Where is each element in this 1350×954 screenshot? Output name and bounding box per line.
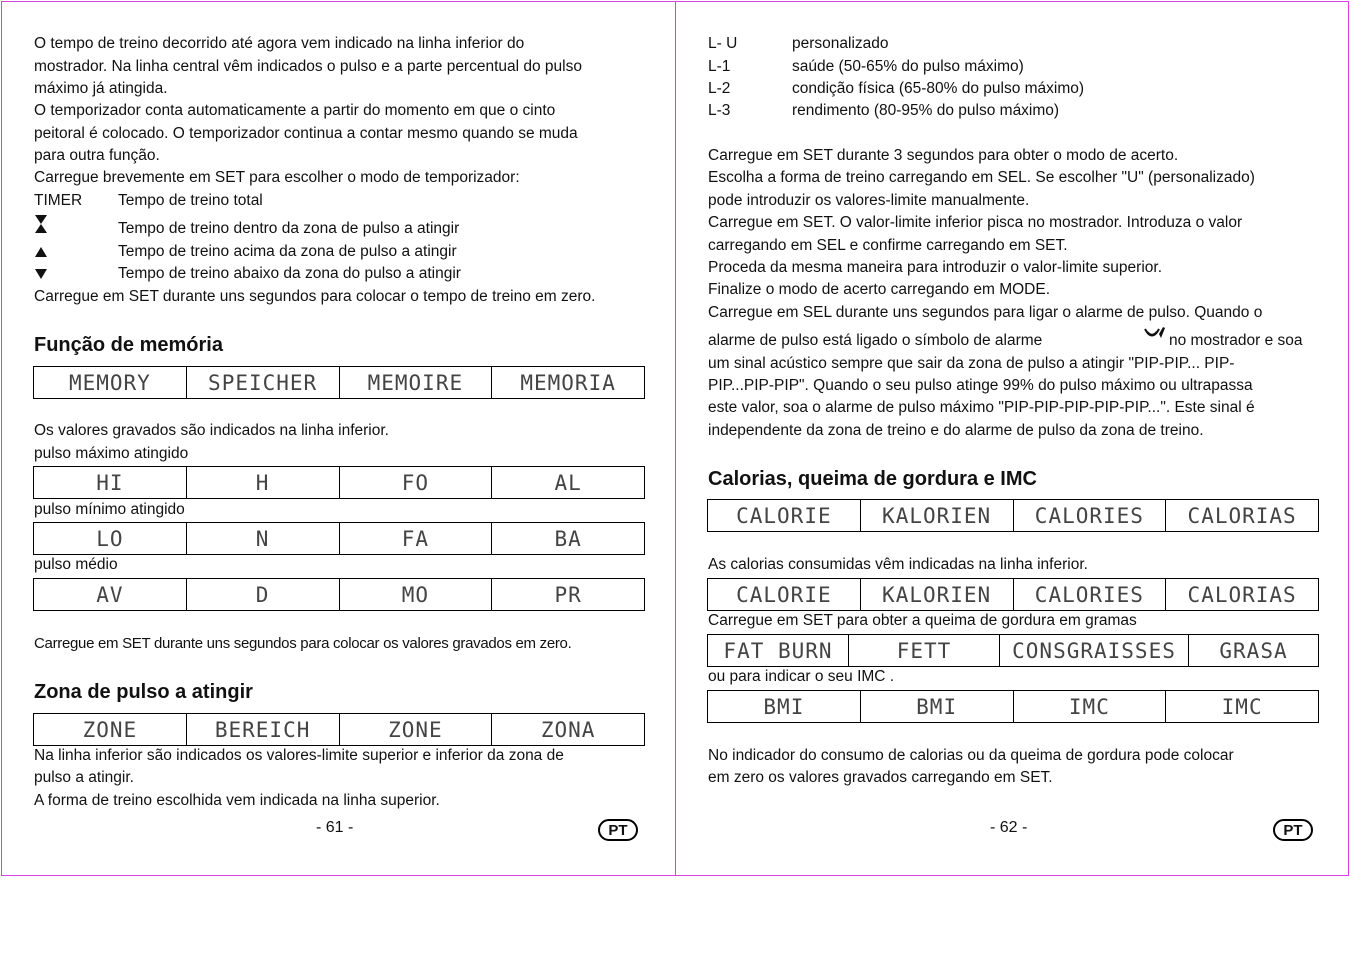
intro-line: Carregue brevemente em SET para escolher o modo de temporizador: [34, 169, 520, 186]
zone-text: Na linha inferior são indicados os valores-limite superior e inferior da zona de [34, 747, 564, 764]
lcd-cell: MEMOIRE [339, 367, 492, 398]
lcd-cell: FA [339, 523, 492, 554]
triangle-up-icon [34, 245, 48, 263]
timer-desc: Tempo de treino total [118, 192, 263, 209]
triangle-down-icon [34, 267, 48, 285]
language-badge: PT [1273, 819, 1313, 841]
final-text: em zero os valores gravados carregando em SET. [708, 769, 1053, 786]
intro-line: para outra função. [34, 147, 160, 164]
lcd-cell: SPEICHER [186, 367, 339, 398]
lcd-cell: PR [491, 579, 644, 610]
lcd-cell: ZONE [82, 717, 138, 742]
fat-burn-lcd-row [707, 634, 1319, 667]
language-badge: PT [598, 819, 638, 841]
memory-text: Os valores gravados são indicados na linha inferior. [34, 422, 389, 439]
lcd-cell: AL [491, 467, 644, 498]
lcd-cell: MO [339, 579, 492, 610]
lcd-cell: KALORIEN [860, 500, 1013, 531]
zone-text: pulso a atingir. [34, 769, 134, 786]
intro-line: máximo já atingida. [34, 80, 168, 97]
level-code: L-3 [708, 102, 731, 119]
lcd-cell: MEMORIA [491, 367, 644, 398]
lcd-cell: KALORIEN [860, 579, 1013, 610]
lcd-cell: FETT [848, 635, 999, 666]
lcd-cell: CALORIES [1013, 500, 1166, 531]
calories-lcd-row [707, 499, 1319, 532]
lcd-cell: AV [96, 582, 124, 607]
alarm-text: PIP...PIP-PIP". Quando o seu pulso atinge 99% do pulso máximo ou ultrapassa [708, 377, 1253, 394]
lcd-cell: MEMORY [68, 370, 151, 395]
lcd-cell: BA [491, 523, 644, 554]
lcd-cell: ZONA [491, 714, 644, 745]
level-desc: rendimento (80-95% do pulso máximo) [792, 102, 1060, 119]
intro-line: O tempo de treino decorrido até agora vem indicado na linha inferior do [34, 35, 525, 52]
timer-row-text: Tempo de treino abaixo da zona do pulso a atingir [118, 265, 461, 282]
lcd-cell: CONSGRAISSES [999, 635, 1188, 666]
hourglass-icon [34, 214, 48, 232]
lcd-cell: LO [96, 526, 124, 551]
lcd-cell: CALORIES [1013, 579, 1166, 610]
lcd-cell: IMC [1013, 691, 1166, 722]
setup-line: carregando em SEL e confirme carregando em SET. [708, 237, 1068, 254]
lcd-cell: H [186, 467, 339, 498]
lcd-cell: BMI [763, 694, 805, 719]
alarm-text: um sinal acústico sempre que sair da zona de pulso a atingir "PIP-PIP... PIP- [708, 355, 1235, 372]
alarm-icon [1143, 326, 1167, 346]
lcd-cell: D [186, 579, 339, 610]
lcd-cell: N [186, 523, 339, 554]
level-desc: personalizado [792, 35, 889, 52]
lcd-cell: GRASA [1188, 635, 1318, 666]
zone-heading: Zona de pulso a atingir [34, 681, 253, 703]
alarm-line-a: alarme de pulso está ligado o símbolo de alarme [708, 332, 1043, 349]
intro-line: O temporizador conta automaticamente a partir do momento em que o cinto [34, 102, 556, 119]
intro-line: peitoral é colocado. O temporizador continua a contar mesmo quando se muda [34, 125, 578, 142]
max-label: pulso máximo atingido [34, 445, 189, 462]
setup-line: Carregue em SEL durante uns segundos para ligar o alarme de pulso. Quando o [708, 304, 1263, 321]
alarm-text: este valor, soa o alarme de pulso máximo "PIP-PIP-PIP-PIP-PIP...". Este sinal é [708, 399, 1255, 416]
lcd-cell: CALORIAS [1165, 500, 1318, 531]
zone-lcd-row [33, 713, 645, 746]
zone-text: A forma de treino escolhida vem indicada na linha superior. [34, 792, 440, 809]
max-pulse-lcd-row [33, 466, 645, 499]
fat-label: Carregue em SET para obter a queima de gordura em gramas [708, 612, 1137, 629]
lcd-cell: CALORIAS [1165, 579, 1318, 610]
memory-reset-text: Carregue em SET durante uns segundos para colocar os valores gravados em zero. [34, 635, 572, 652]
lcd-cell: CALORIE [736, 503, 832, 528]
calories-text: As calorias consumidas vêm indicadas na linha inferior. [708, 556, 1088, 573]
min-label: pulso mínimo atingido [34, 501, 185, 518]
bmi-lcd-row [707, 690, 1319, 723]
intro-line: mostrador. Na linha central vêm indicados o pulso e a parte percentual do pulso [34, 58, 582, 75]
level-desc: condição física (65-80% do pulso máximo) [792, 80, 1085, 97]
setup-line: Finalize o modo de acerto carregando em MODE. [708, 281, 1051, 298]
lcd-cell: FO [339, 467, 492, 498]
page-number: - 61 - [316, 819, 354, 836]
min-pulse-lcd-row [33, 522, 645, 555]
setup-line: Carregue em SET durante 3 segundos para obter o modo de acerto. [708, 147, 1179, 164]
lcd-cell: IMC [1165, 691, 1318, 722]
level-code: L- U [708, 35, 738, 52]
lcd-cell: BMI [860, 691, 1013, 722]
avg-pulse-lcd-row [33, 578, 645, 611]
timer-row-text: Tempo de treino dentro da zona de pulso a atingir [118, 220, 460, 237]
setup-line: Proceda da mesma maneira para introduzir o valor-limite superior. [708, 259, 1163, 276]
alarm-text: independente da zona de treino e do alarme de pulso da zona de treino. [708, 422, 1204, 439]
lcd-cell: HI [96, 470, 124, 495]
lcd-cell: FAT BURN [723, 638, 833, 663]
setup-line: Carregue em SET. O valor-limite inferior pisca no mostrador. Introduza o valor [708, 214, 1243, 231]
alarm-line-b: no mostrador e soa [1169, 332, 1303, 349]
memory-heading: Função de memória [34, 334, 223, 356]
level-code: L-1 [708, 58, 731, 75]
timer-reset-text: Carregue em SET durante uns segundos para colocar o tempo de treino em zero. [34, 288, 596, 305]
lcd-cell: ZONE [339, 714, 492, 745]
memory-lcd-row [33, 366, 645, 399]
avg-label: pulso médio [34, 556, 118, 573]
timer-row-text: Tempo de treino acima da zona de pulso a atingir [118, 243, 457, 260]
page-number: - 62 - [990, 819, 1028, 836]
level-desc: saúde (50-65% do pulso máximo) [792, 58, 1024, 75]
calories-lcd-row [707, 578, 1319, 611]
bmi-label: ou para indicar o seu IMC . [708, 668, 895, 685]
lcd-cell: BEREICH [186, 714, 339, 745]
final-text: No indicador do consumo de calorias ou da queima de gordura pode colocar [708, 747, 1234, 764]
lcd-cell: CALORIE [736, 582, 832, 607]
setup-line: Escolha a forma de treino carregando em SEL. Se escolher "U" (personalizado) [708, 169, 1255, 186]
calories-heading: Calorias, queima de gordura e IMC [708, 468, 1037, 490]
setup-line: pode introduzir os valores-limite manualmente. [708, 192, 1030, 209]
level-code: L-2 [708, 80, 731, 97]
timer-label: TIMER [34, 192, 83, 209]
